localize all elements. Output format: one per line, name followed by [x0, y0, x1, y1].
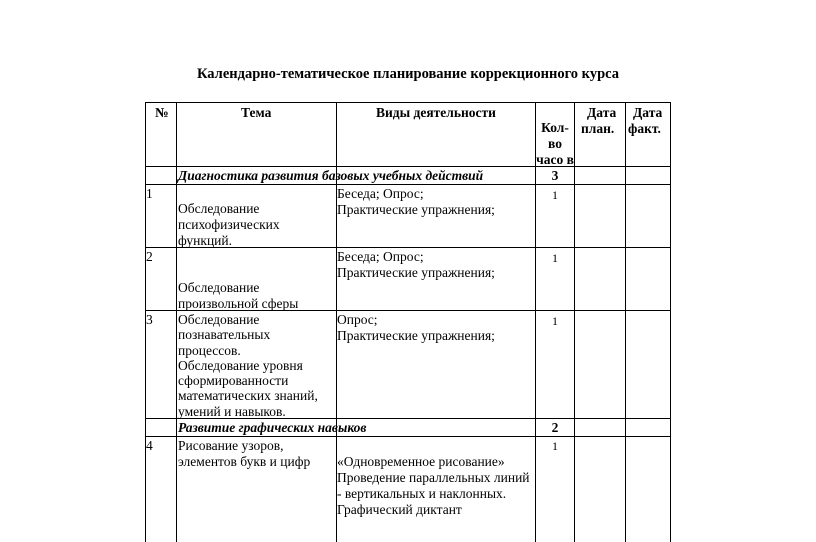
page-title: Календарно-тематическое планирование коррекционного курса — [196, 66, 620, 82]
section-title: Диагностика развития базовых учебных действий — [178, 168, 484, 183]
row-topic: Обследование произвольной сферы — [178, 280, 299, 311]
row-topic: Обследование психофизических функций. — [178, 201, 280, 248]
table-border-right — [670, 102, 671, 542]
row-hours: 1 — [552, 251, 558, 265]
row-activities: Опрос; Практические упражнения; — [337, 312, 495, 343]
header-num: № — [155, 105, 169, 120]
section-hours: 3 — [551, 168, 559, 183]
header-topic: Тема — [241, 105, 272, 120]
row-number: 4 — [146, 438, 153, 453]
header-date-fact: Дата факт. — [628, 105, 663, 136]
table-border-top — [145, 102, 671, 103]
row-number: 2 — [146, 249, 153, 264]
section-hours: 2 — [551, 420, 559, 435]
section-title: Развитие графических навыков — [178, 420, 367, 435]
row-number: 1 — [146, 186, 153, 201]
row-activities: «Одновременное рисование» Проведение параллельных линий - вертикальных и наклонных. Графический диктант — [337, 454, 530, 517]
row-divider — [145, 166, 671, 167]
row-activities: Беседа; Опрос; Практические упражнения; — [337, 186, 495, 217]
row-hours: 1 — [552, 188, 558, 202]
header-activities: Виды деятельности — [376, 105, 496, 120]
column-divider — [574, 102, 575, 542]
row-topic: Рисование узоров, элементов букв и цифр — [178, 438, 311, 469]
column-divider — [176, 102, 177, 542]
row-hours: 1 — [552, 439, 558, 453]
column-divider — [625, 102, 626, 542]
row-hours: 1 — [552, 314, 558, 328]
planning-table — [145, 102, 671, 542]
row-divider — [145, 436, 671, 437]
header-hours: Кол- во часо в — [536, 120, 574, 167]
row-activities: Беседа; Опрос; Практические упражнения; — [337, 249, 495, 280]
row-number: 3 — [146, 312, 153, 327]
header-date-plan: Дата план. — [581, 105, 617, 136]
row-divider — [145, 184, 671, 185]
row-topic: Обследование познавательных процессов. Обследование уровня сформированности математических знаний, умений и навыков. — [178, 312, 318, 419]
